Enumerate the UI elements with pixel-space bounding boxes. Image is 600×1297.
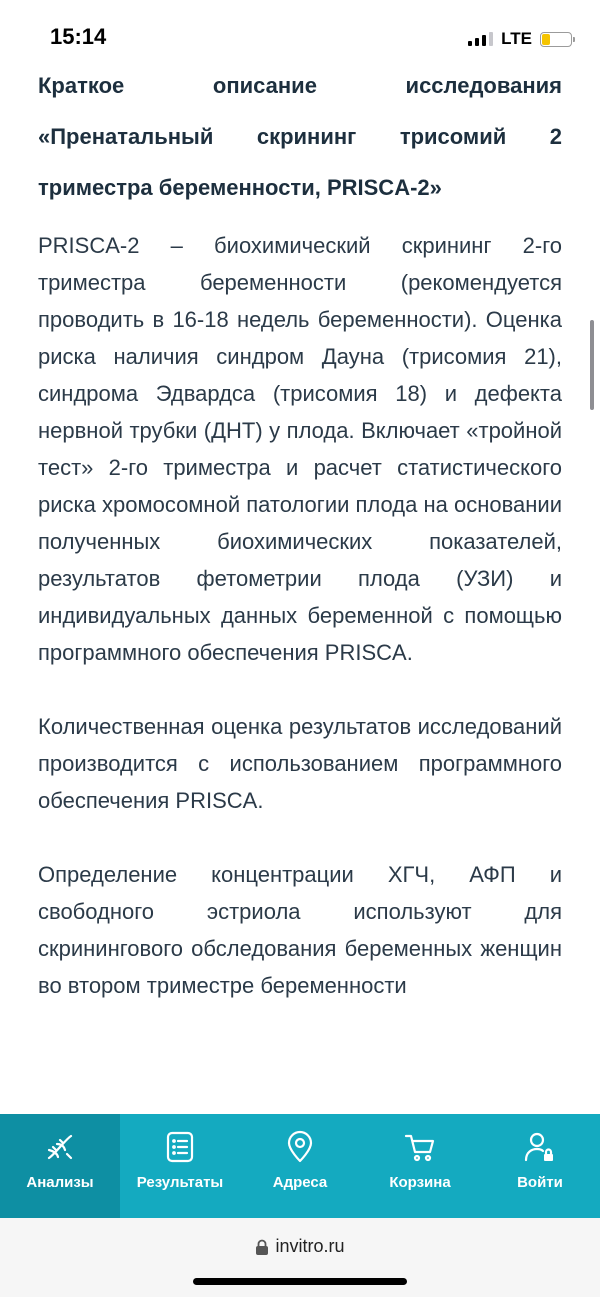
tab-addresses[interactable] <box>240 1114 360 1218</box>
cart-icon <box>403 1130 437 1164</box>
status-indicators <box>468 28 572 50</box>
list-icon <box>163 1130 197 1164</box>
home-indicator[interactable] <box>193 1278 407 1285</box>
battery-level <box>542 34 550 45</box>
tab-label: Результаты <box>136 1174 224 1191</box>
article-paragraph: Определение концентрации ХГЧ, АФП и свободного эстриола используют для скринингового обследования беременных женщин во втором триместре беременности <box>38 862 562 998</box>
tab-label: Адреса <box>272 1174 328 1191</box>
network-type: LTE <box>501 29 532 48</box>
status-bar <box>0 0 600 60</box>
tab-login[interactable] <box>480 1114 600 1218</box>
scroll-indicator[interactable] <box>590 320 594 410</box>
tab-label: Корзина <box>389 1174 451 1191</box>
browser-address-bar <box>0 1218 600 1297</box>
user-lock-icon <box>523 1130 557 1164</box>
url-field[interactable] <box>0 1236 600 1257</box>
url-text: invitro.ru <box>275 1236 345 1256</box>
bottom-tab-bar <box>0 1114 600 1218</box>
status-time: 15:14 <box>50 24 107 49</box>
dna-icon <box>43 1130 77 1164</box>
article <box>38 60 562 1004</box>
tab-results[interactable] <box>120 1114 240 1218</box>
lock-icon <box>255 1239 269 1255</box>
article-title: Краткое описание исследования «Пренатальный скрининг трисомий 2 триместра беременности, PRISCA-2» <box>38 73 562 200</box>
tab-label: Анализы <box>26 1174 94 1191</box>
location-pin-icon <box>283 1130 317 1164</box>
signal-strength-icon <box>468 32 493 46</box>
article-paragraph: PRISCA-2 – биохимический скрининг 2-го триместра беременности (рекомендуется проводить в 16-18 недель беременности). Оценка риска наличия синдром Дауна (трисомия 21), синдрома Эдвардса (трисомия 18) и дефекта нервной трубки (ДНТ) у плода. Включает «тройной тест» 2-го триместра и расчет статистического риска хромосомной патологии плода на основании полученных биохимических показателей, результатов фетометрии плода (УЗИ) и индивидуальных данных беременной с помощью программного обеспечения PRISCA. <box>38 233 562 665</box>
battery-icon <box>540 32 572 47</box>
article-paragraph: Количественная оценка результатов исследований производится с использованием программного обеспечения PRISCA. <box>38 714 562 813</box>
tab-label: Войти <box>517 1174 563 1191</box>
tab-analyses[interactable] <box>0 1114 120 1218</box>
tab-cart[interactable] <box>360 1114 480 1218</box>
